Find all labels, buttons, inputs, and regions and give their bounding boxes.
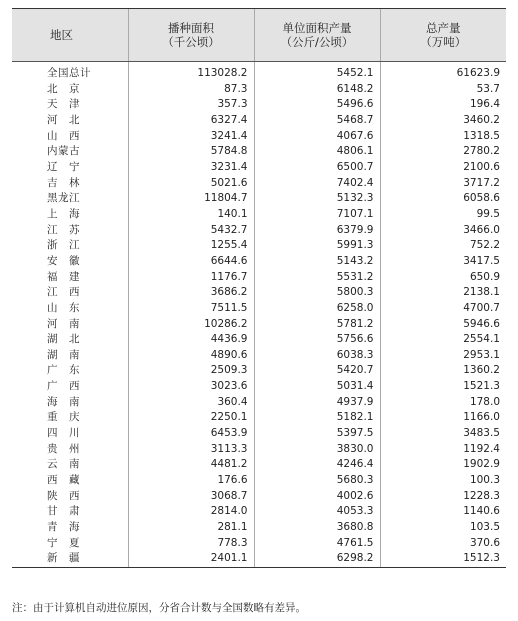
cell-area: 113028.2 xyxy=(128,62,254,82)
cell-name: 江 苏 xyxy=(47,223,80,236)
cell-total: 650.9 xyxy=(380,270,506,286)
header-yield xyxy=(254,9,380,62)
cell-name: 内蒙古 xyxy=(47,145,80,158)
cell-total: 100.3 xyxy=(380,473,506,489)
table-row xyxy=(12,254,506,270)
cell-total: 5946.6 xyxy=(380,317,506,333)
table-row xyxy=(12,410,506,426)
table-row xyxy=(12,97,506,113)
table-row xyxy=(12,176,506,192)
cell-yield: 5397.5 xyxy=(254,426,380,442)
header-total-unit: （万吨） xyxy=(420,35,467,49)
header-total-label: 总产量 xyxy=(426,21,461,35)
table-row xyxy=(12,395,506,411)
cell-name: 天 津 xyxy=(47,98,80,111)
cell-yield: 6298.2 xyxy=(254,551,380,567)
table-row xyxy=(12,223,506,239)
cell-name: 宁 夏 xyxy=(47,536,80,549)
cell-name: 黑龙江 xyxy=(47,192,80,205)
cell-total: 178.0 xyxy=(380,395,506,411)
cell-area: 6327.4 xyxy=(128,113,254,129)
table-row xyxy=(12,113,506,129)
statistics-table-container xyxy=(12,8,506,568)
cell-yield: 4937.9 xyxy=(254,395,380,411)
header-area-label: 播种面积 xyxy=(168,21,214,35)
cell-name: 全国总计 xyxy=(47,67,91,79)
table-row xyxy=(12,379,506,395)
cell-yield: 5031.4 xyxy=(254,379,380,395)
cell-total: 1166.0 xyxy=(380,410,506,426)
cell-area: 3068.7 xyxy=(128,489,254,505)
table-row xyxy=(12,363,506,379)
header-row xyxy=(12,9,506,62)
cell-yield: 6379.9 xyxy=(254,223,380,239)
cell-total: 1360.2 xyxy=(380,363,506,379)
cell-name: 新 疆 xyxy=(47,552,80,565)
cell-name: 上 海 xyxy=(47,207,80,220)
cell-name: 广 西 xyxy=(47,380,80,393)
cell-area: 3023.6 xyxy=(128,379,254,395)
cell-area: 360.4 xyxy=(128,395,254,411)
cell-name: 北 京 xyxy=(47,82,80,95)
cell-name: 西 藏 xyxy=(47,474,80,487)
cell-total: 3460.2 xyxy=(380,113,506,129)
cell-area: 2401.1 xyxy=(128,551,254,567)
cell-total: 99.5 xyxy=(380,207,506,223)
cell-total: 3483.5 xyxy=(380,426,506,442)
cell-area: 10286.2 xyxy=(128,317,254,333)
table-row xyxy=(12,82,506,98)
cell-name: 四 川 xyxy=(47,427,80,440)
cell-name: 河 北 xyxy=(47,113,80,126)
cell-area: 2814.0 xyxy=(128,504,254,520)
cell-area: 4890.6 xyxy=(128,348,254,364)
cell-yield: 4806.1 xyxy=(254,144,380,160)
header-yield-unit: （公斤/公顷） xyxy=(280,35,354,49)
cell-yield: 7107.1 xyxy=(254,207,380,223)
cell-name: 河 南 xyxy=(47,317,80,330)
cell-yield: 4053.3 xyxy=(254,504,380,520)
cell-yield: 5756.6 xyxy=(254,332,380,348)
cell-total: 1140.6 xyxy=(380,504,506,520)
header-area xyxy=(128,9,254,62)
cell-yield: 6038.3 xyxy=(254,348,380,364)
cell-name: 江 西 xyxy=(47,286,80,299)
cell-yield: 4002.6 xyxy=(254,489,380,505)
cell-total: 752.2 xyxy=(380,238,506,254)
table-row xyxy=(12,536,506,552)
table-row xyxy=(12,160,506,176)
header-total xyxy=(380,9,506,62)
cell-yield: 6500.7 xyxy=(254,160,380,176)
cell-name: 湖 南 xyxy=(47,348,80,361)
cell-name: 山 东 xyxy=(47,301,80,314)
cell-name: 甘 肃 xyxy=(47,505,80,518)
cell-yield: 5531.2 xyxy=(254,270,380,286)
table-row xyxy=(12,285,506,301)
cell-yield: 3830.0 xyxy=(254,442,380,458)
grain-statistics-table xyxy=(12,9,506,567)
cell-yield: 5143.2 xyxy=(254,254,380,270)
table-row xyxy=(12,457,506,473)
header-area-unit: （千公顷） xyxy=(162,35,220,49)
cell-total: 1228.3 xyxy=(380,489,506,505)
cell-area: 6453.9 xyxy=(128,426,254,442)
cell-area: 2509.3 xyxy=(128,363,254,379)
cell-area: 281.1 xyxy=(128,520,254,536)
cell-total: 3717.2 xyxy=(380,176,506,192)
cell-name: 安 徽 xyxy=(47,254,80,267)
cell-area: 11804.7 xyxy=(128,191,254,207)
table-row xyxy=(12,348,506,364)
cell-area: 357.3 xyxy=(128,97,254,113)
cell-area: 1176.7 xyxy=(128,270,254,286)
header-region-label: 地区 xyxy=(50,28,73,42)
cell-name: 青 海 xyxy=(47,521,80,534)
cell-yield: 7402.4 xyxy=(254,176,380,192)
cell-area: 140.1 xyxy=(128,207,254,223)
cell-total: 103.5 xyxy=(380,520,506,536)
cell-name: 福 建 xyxy=(47,270,80,283)
table-row xyxy=(12,129,506,145)
cell-yield: 5991.3 xyxy=(254,238,380,254)
cell-name: 重 庆 xyxy=(47,411,80,424)
cell-area: 87.3 xyxy=(128,82,254,98)
table-row xyxy=(12,332,506,348)
cell-total: 1512.3 xyxy=(380,551,506,567)
cell-yield: 5496.6 xyxy=(254,97,380,113)
cell-yield: 6258.0 xyxy=(254,301,380,317)
cell-yield: 5468.7 xyxy=(254,113,380,129)
header-region xyxy=(12,9,128,62)
table-row xyxy=(12,520,506,536)
cell-area: 1255.4 xyxy=(128,238,254,254)
cell-total: 6058.6 xyxy=(380,191,506,207)
cell-total: 2780.2 xyxy=(380,144,506,160)
table-body xyxy=(12,62,506,568)
cell-total: 2100.6 xyxy=(380,160,506,176)
cell-total: 1192.4 xyxy=(380,442,506,458)
table-row xyxy=(12,62,506,82)
cell-area: 778.3 xyxy=(128,536,254,552)
cell-area: 2250.1 xyxy=(128,410,254,426)
cell-name: 贵 州 xyxy=(47,442,80,455)
table-row xyxy=(12,238,506,254)
cell-yield: 5420.7 xyxy=(254,363,380,379)
cell-name: 湖 北 xyxy=(47,333,80,346)
table-row xyxy=(12,473,506,489)
cell-total: 2138.1 xyxy=(380,285,506,301)
table-row xyxy=(12,191,506,207)
table-header xyxy=(12,9,506,62)
cell-name: 海 南 xyxy=(47,395,80,408)
cell-yield: 5132.3 xyxy=(254,191,380,207)
cell-area: 4436.9 xyxy=(128,332,254,348)
cell-area: 5784.8 xyxy=(128,144,254,160)
cell-area: 6644.6 xyxy=(128,254,254,270)
cell-area: 5021.6 xyxy=(128,176,254,192)
footnote: 注：由于计算机自动进位原因，分省合计数与全国数略有差异。 xyxy=(12,602,306,614)
cell-total: 61623.9 xyxy=(380,62,506,82)
cell-area: 3686.2 xyxy=(128,285,254,301)
cell-area: 4481.2 xyxy=(128,457,254,473)
header-yield-label: 单位面积产量 xyxy=(282,21,352,35)
cell-name: 云 南 xyxy=(47,458,80,471)
cell-yield: 5800.3 xyxy=(254,285,380,301)
cell-name: 山 西 xyxy=(47,129,80,142)
cell-total: 2953.1 xyxy=(380,348,506,364)
cell-name: 广 东 xyxy=(47,364,80,377)
cell-name: 辽 宁 xyxy=(47,160,80,173)
cell-yield: 5182.1 xyxy=(254,410,380,426)
table-row xyxy=(12,551,506,567)
cell-total: 53.7 xyxy=(380,82,506,98)
table-row xyxy=(12,489,506,505)
table-row xyxy=(12,442,506,458)
table-row xyxy=(12,426,506,442)
cell-total: 3466.0 xyxy=(380,223,506,239)
cell-total: 196.4 xyxy=(380,97,506,113)
cell-name: 吉 林 xyxy=(47,176,80,189)
cell-yield: 3680.8 xyxy=(254,520,380,536)
cell-area: 176.6 xyxy=(128,473,254,489)
cell-yield: 6148.2 xyxy=(254,82,380,98)
table-row xyxy=(12,301,506,317)
cell-yield: 4246.4 xyxy=(254,457,380,473)
table-row xyxy=(12,504,506,520)
cell-total: 1902.9 xyxy=(380,457,506,473)
table-row xyxy=(12,144,506,160)
cell-total: 1521.3 xyxy=(380,379,506,395)
cell-name: 陕 西 xyxy=(47,489,80,502)
cell-area: 3241.4 xyxy=(128,129,254,145)
table-row xyxy=(12,270,506,286)
cell-area: 3231.4 xyxy=(128,160,254,176)
cell-yield: 5781.2 xyxy=(254,317,380,333)
cell-yield: 5452.1 xyxy=(254,62,380,82)
cell-yield: 5680.3 xyxy=(254,473,380,489)
cell-area: 5432.7 xyxy=(128,223,254,239)
cell-area: 7511.5 xyxy=(128,301,254,317)
cell-yield: 4067.6 xyxy=(254,129,380,145)
cell-yield: 4761.5 xyxy=(254,536,380,552)
table-row xyxy=(12,317,506,333)
cell-total: 3417.5 xyxy=(380,254,506,270)
cell-total: 370.6 xyxy=(380,536,506,552)
table-row xyxy=(12,207,506,223)
cell-total: 1318.5 xyxy=(380,129,506,145)
cell-name: 浙 江 xyxy=(47,239,80,252)
cell-total: 4700.7 xyxy=(380,301,506,317)
cell-area: 3113.3 xyxy=(128,442,254,458)
cell-total: 2554.1 xyxy=(380,332,506,348)
